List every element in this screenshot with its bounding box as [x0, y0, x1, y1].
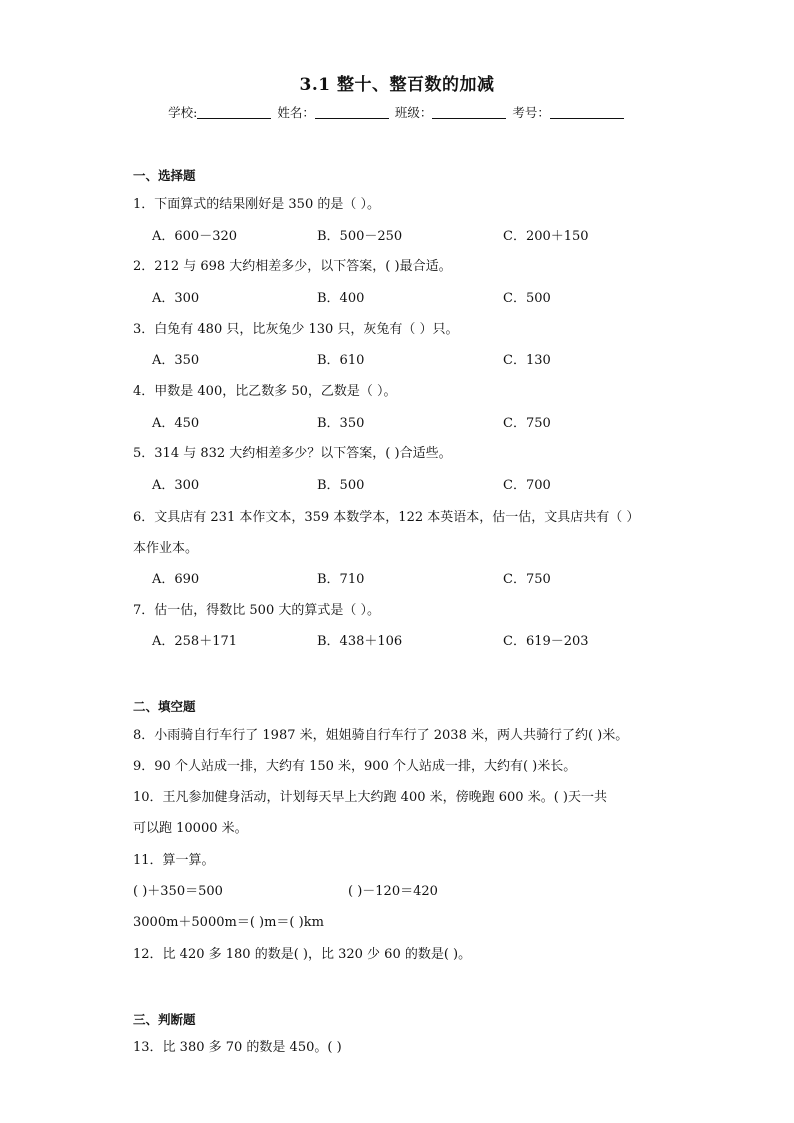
question-10-continued: 可以跑 10000 米。: [133, 821, 248, 836]
option-b[interactable]: B．500: [317, 478, 365, 493]
question-11: 11．算一算。: [133, 853, 215, 868]
class-label: 班级：: [394, 105, 433, 120]
school-label: 学校:: [168, 105, 198, 120]
option-c[interactable]: C．200＋150: [503, 229, 589, 244]
option-b[interactable]: B．710: [317, 572, 365, 587]
question-2: 2．212 与 698 大约相差多少，以下答案，( )最合适。: [133, 259, 452, 274]
question-10: 10．王凡参加健身活动，计划每天早上大约跑 400 米，傍晚跑 600 米。( )天一共: [133, 790, 607, 805]
question-11-part-a: ( )＋350＝500: [133, 884, 223, 899]
question-6: 6．文具店有 231 本作文本，359 本数学本，122 本英语本，估一估，文具店共有（ ）: [133, 510, 640, 525]
option-c[interactable]: C．750: [503, 572, 551, 587]
student-info-row: [0, 103, 794, 121]
name-label: 姓名：: [277, 105, 315, 120]
question-13: 13．比 380 多 70 的数是 450。( ): [133, 1040, 342, 1055]
name-blank[interactable]: [315, 106, 389, 119]
question-8: 8．小雨骑自行车行了 1987 米，姐姐骑自行车行了 2038 米，两人共骑行了约( )米。: [133, 728, 629, 743]
option-a[interactable]: A．600－320: [152, 229, 238, 244]
option-b[interactable]: B．438＋106: [317, 634, 403, 649]
question-1: 1．下面算式的结果刚好是 350 的是（ ）。: [133, 197, 380, 212]
option-a[interactable]: A．690: [152, 572, 200, 587]
number-blank[interactable]: [550, 106, 624, 119]
section-fill-heading: 二、填空题: [133, 699, 196, 714]
option-a[interactable]: A．300: [152, 478, 200, 493]
option-b[interactable]: B．610: [317, 353, 365, 368]
question-4: 4．甲数是 400，比乙数多 50，乙数是（ ）。: [133, 384, 397, 399]
question-11-part-b: ( )－120＝420: [348, 884, 438, 899]
section-choice-heading: 一、选择题: [133, 168, 196, 183]
option-c[interactable]: C．700: [503, 478, 551, 493]
question-9: 9．90 个人站成一排，大约有 150 米，900 个人站成一排，大约有( )米长。: [133, 759, 577, 774]
option-a[interactable]: A．258＋171: [152, 634, 238, 649]
question-5: 5．314 与 832 大约相差多少？以下答案，( )合适些。: [133, 446, 452, 461]
option-c[interactable]: C．750: [503, 416, 551, 431]
question-3: 3．白兔有 480 只，比灰兔少 130 只，灰兔有（ ）只。: [133, 322, 459, 337]
section-judge-heading: 三、判断题: [133, 1012, 196, 1027]
page-title: 3.1 整十、整百数的加减: [299, 75, 495, 95]
option-a[interactable]: A．300: [152, 291, 200, 306]
option-a[interactable]: A．350: [152, 353, 200, 368]
option-b[interactable]: B．350: [317, 416, 365, 431]
question-11-part-c: 3000m＋5000m＝( )m＝( )km: [133, 915, 324, 930]
number-label: 考号：: [512, 105, 550, 120]
option-b[interactable]: B．400: [317, 291, 365, 306]
option-c[interactable]: C．619－203: [503, 634, 589, 649]
option-b[interactable]: B．500－250: [317, 229, 403, 244]
school-blank[interactable]: [197, 106, 271, 119]
option-c[interactable]: C．500: [503, 291, 551, 306]
question-7: 7．估一估，得数比 500 大的算式是（ ）。: [133, 603, 380, 618]
option-c[interactable]: C．130: [503, 353, 551, 368]
question-12: 12．比 420 多 180 的数是( )，比 320 少 60 的数是( )。: [133, 947, 472, 962]
class-blank[interactable]: [432, 106, 506, 119]
question-6-continued: 本作业本。: [133, 541, 199, 556]
option-a[interactable]: A．450: [152, 416, 200, 431]
